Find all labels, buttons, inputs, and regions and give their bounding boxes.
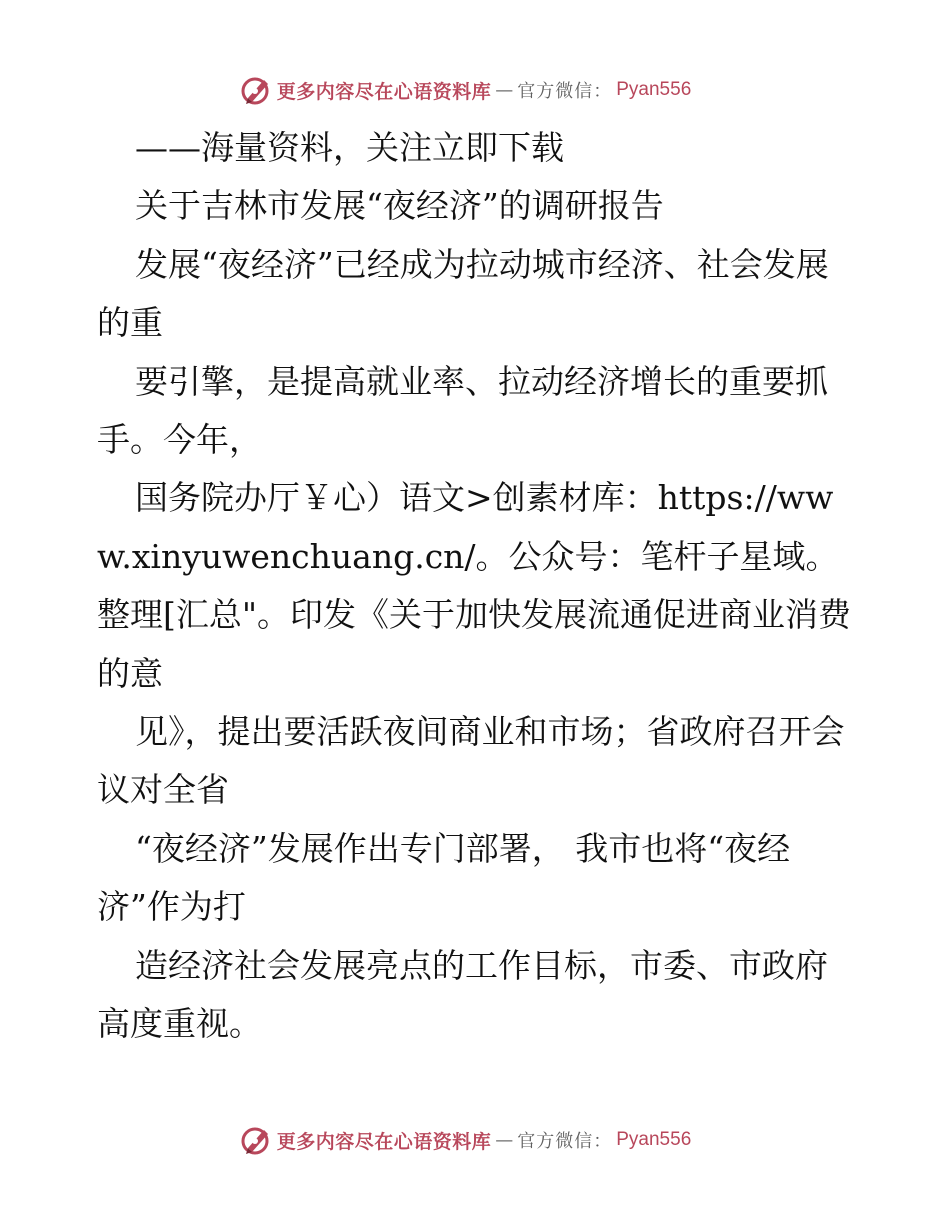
pen-logo-icon: [239, 73, 273, 107]
header-banner: [0, 70, 950, 110]
pen-logo-icon: [239, 1123, 273, 1157]
footer-banner-inner: [239, 1123, 692, 1157]
banner-wechat-label: 官方微信：: [517, 1131, 613, 1152]
banner-wechat-label: 官方微信：: [517, 81, 613, 102]
intro-line: ——海量资料，关注立即下载: [135, 128, 564, 167]
header-banner-inner: [239, 73, 692, 107]
banner-wechat-id: Pyan556: [616, 1129, 692, 1150]
body-paragraph: 见》，提出要活跃夜间商业和市场；省政府召开会议对全省: [97, 712, 845, 810]
body-paragraph: 国务院办厅￥心）语文>创素材库：https://www.xinyuwenchuang.cn/。公众号：笔杆子星域。整理[汇总"。印发《关于加快发展流通促进商业消费的意: [97, 478, 852, 693]
banner-wechat-id: Pyan556: [616, 79, 692, 100]
body-paragraph: 要引擎，是提高就业率、拉动经济增长的重要抓手。今年，: [97, 361, 828, 460]
body-paragraph: “夜经济”发展作出专门部署， 我市也将“夜经济”作为打: [97, 828, 791, 927]
footer-banner: [0, 1120, 950, 1160]
report-title: 关于吉林市发展“夜经济”的调研报告: [135, 186, 664, 226]
banner-separator: —: [495, 1129, 514, 1151]
banner-separator: —: [495, 79, 514, 101]
body-paragraph: 造经济社会发展亮点的工作目标，市委、市政府高度重视。: [97, 945, 828, 1044]
body-paragraph: 发展“夜经济”已经成为拉动城市经济、社会发展的重: [97, 244, 829, 343]
banner-site-name: 更多内容尽在心语资料库: [276, 80, 492, 103]
document-body: [97, 119, 857, 1054]
banner-site-name: 更多内容尽在心语资料库: [276, 1130, 492, 1153]
